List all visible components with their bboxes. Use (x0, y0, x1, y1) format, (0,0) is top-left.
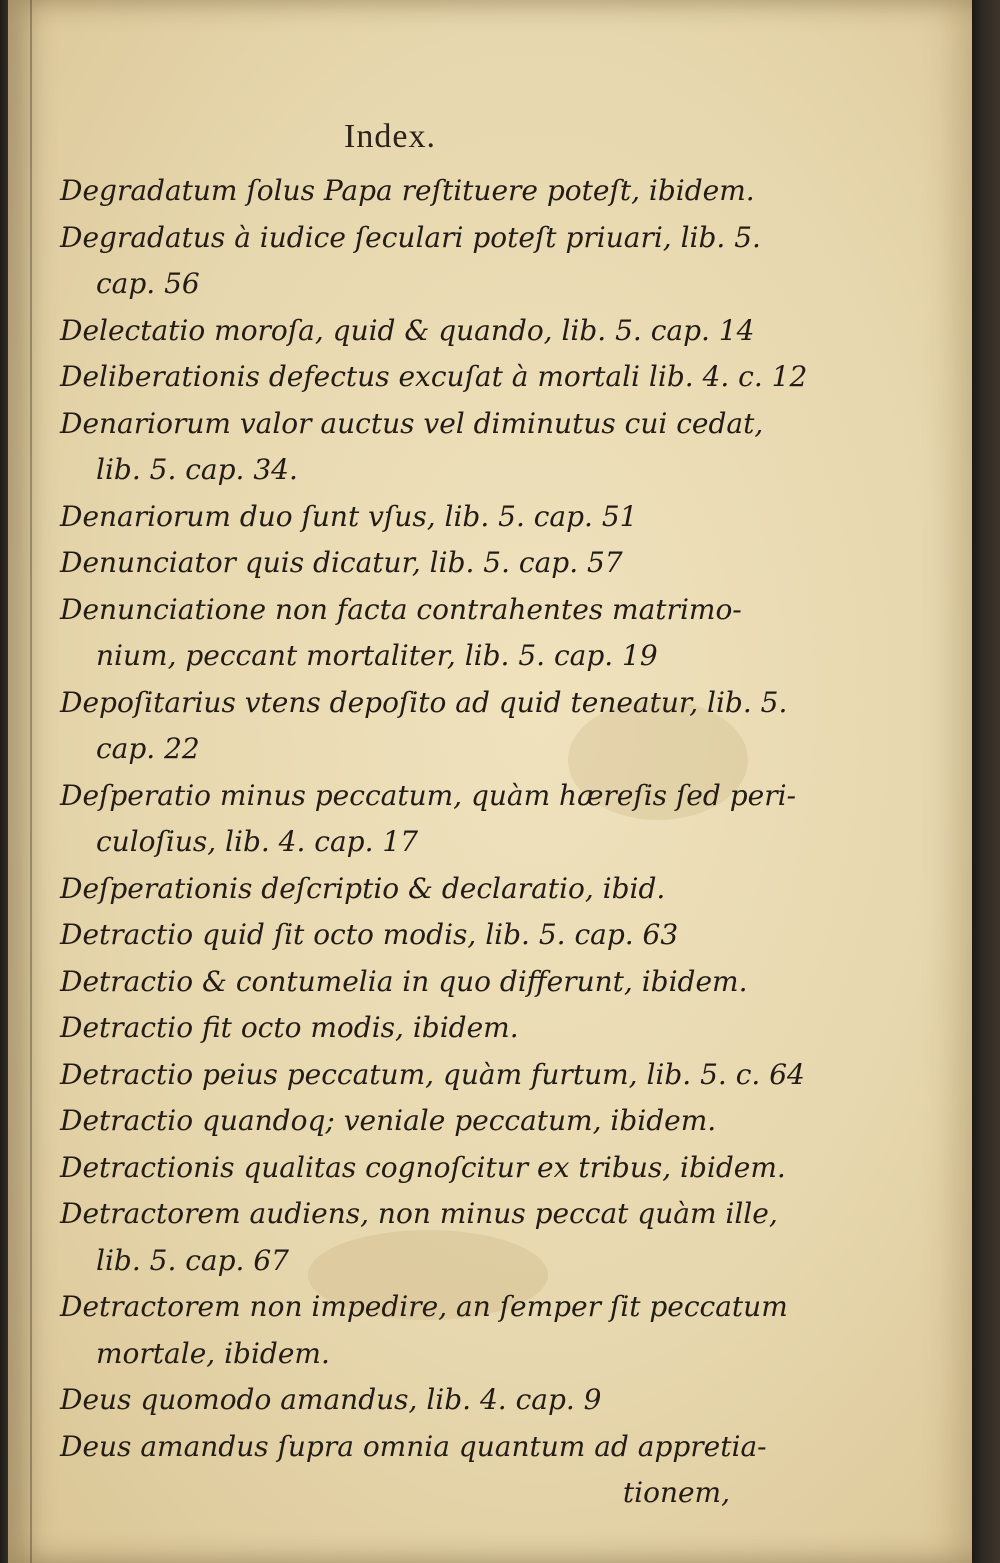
entry-continuation: lib. 5. cap. 34. (96, 453, 298, 486)
index-entry (60, 1052, 940, 1099)
entry-text: Detractio fit octo modis, ibidem. (60, 1011, 519, 1044)
entry-text: Denariorum duo ſunt vſus, lib. 5. cap. 51 (60, 499, 638, 533)
index-entry (60, 680, 940, 773)
index-list (60, 168, 940, 1517)
entry-text: Detractorem non impedire, an ſemper ſit peccatum (60, 1290, 788, 1323)
entry-text: Depoſitarius vtens depoſito ad quid teneatur, lib. 5. (60, 685, 788, 719)
index-entry (60, 587, 940, 680)
index-entry (60, 215, 940, 308)
index-entry (60, 1284, 940, 1377)
entry-continuation: lib. 5. cap. 67 (96, 1243, 289, 1277)
entry-continuation: nium, peccant mortaliter, lib. 5. cap. 19 (96, 639, 658, 672)
entry-text: Deus amandus ſupra omnia quantum ad appretia- (60, 1429, 767, 1463)
index-entry (60, 1098, 940, 1145)
index-entry (60, 1424, 940, 1517)
entry-text: Denunciatione non facta contrahentes matrimo- (60, 592, 742, 626)
index-entry (60, 494, 940, 541)
entry-text: Deus quomodo amandus, lib. 4. cap. 9 (60, 1383, 602, 1416)
entry-text: Detractio quid ſit octo modis, lib. 5. cap. 63 (60, 918, 679, 951)
entry-continuation: tionem, (622, 1476, 730, 1509)
entry-text: Detractionis qualitas cognoſcitur ex tribus, ibidem. (60, 1150, 786, 1184)
running-header (8, 118, 972, 156)
book-page (8, 0, 972, 1563)
entry-text: Deliberationis defectus excuſat à mortali lib. 4. c. 12 (60, 360, 808, 393)
entry-text: Denunciator quis dicatur, lib. 5. cap. 57 (60, 546, 623, 579)
index-entry (60, 1005, 940, 1052)
entry-continuation: cap. 56 (96, 267, 200, 300)
entry-text: Delectatio moroſa, quid & quando, lib. 5. cap. 14 (60, 313, 755, 347)
index-entry (60, 401, 940, 494)
page-title: Index. (344, 118, 436, 155)
entry-text: Deſperationis deſcriptio & declaratio, ibid. (60, 871, 666, 905)
entry-continuation: cap. 22 (96, 732, 200, 765)
entry-text: Deſperatio minus peccatum, quàm hæreſis ſed peri- (60, 778, 796, 812)
entry-text: Degradatum ſolus Papa reſtituere poteſt, ibidem. (60, 174, 755, 207)
index-entry (60, 773, 940, 866)
index-entry (60, 354, 940, 401)
index-entry (60, 866, 940, 913)
entry-text: Denariorum valor auctus vel diminutus cui cedat, (60, 406, 764, 440)
index-entry (60, 1377, 940, 1424)
entry-text: Detractorem audiens, non minus peccat quàm ille, (60, 1197, 778, 1230)
entry-text: Detractio quandoq; veniale peccatum, ibidem. (60, 1104, 717, 1137)
index-entry (60, 1191, 940, 1284)
entry-text: Detractio peius peccatum, quàm furtum, lib. 5. c. 64 (60, 1057, 805, 1091)
entry-text: Degradatus à iudice ſeculari poteſt priuari, lib. 5. (60, 220, 761, 254)
index-entry (60, 168, 940, 215)
entry-continuation: mortale, ibidem. (96, 1336, 330, 1370)
index-entry (60, 959, 940, 1006)
entry-text: Detractio & contumelia in quo differunt, ibidem. (60, 964, 748, 998)
index-entry (60, 912, 940, 959)
gutter-fold (30, 0, 32, 1563)
index-entry (60, 308, 940, 355)
entry-continuation: culoſius, lib. 4. cap. 17 (96, 825, 419, 858)
index-entry (60, 1145, 940, 1192)
book-edge-right (972, 0, 1000, 1563)
index-entry (60, 540, 940, 587)
